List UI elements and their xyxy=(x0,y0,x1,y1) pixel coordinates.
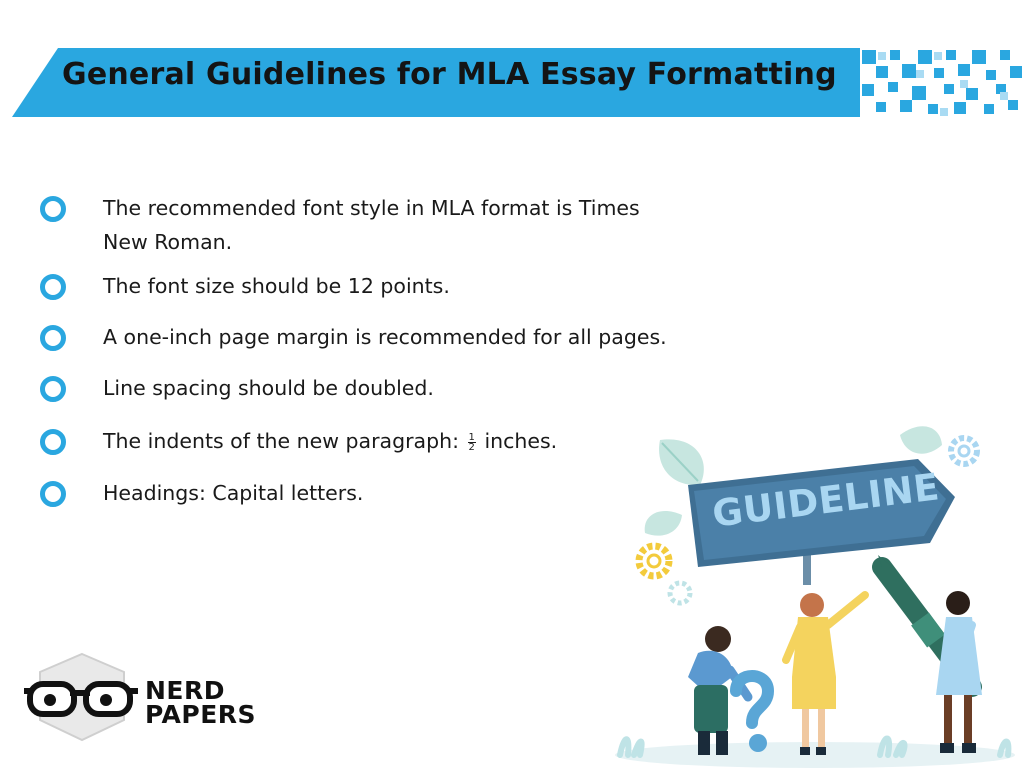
nerd-glasses-icon xyxy=(24,652,142,744)
person-figure xyxy=(936,591,982,753)
circle-bullet-icon xyxy=(40,196,66,222)
page-title: General Guidelines for MLA Essay Formatting xyxy=(62,57,837,92)
list-item-text-continued: New Roman. xyxy=(103,230,233,254)
circle-bullet-icon xyxy=(40,429,66,455)
fraction xyxy=(468,433,476,452)
nerdpapers-logo xyxy=(24,652,257,744)
list-item-text: The font size should be 12 points. xyxy=(103,274,450,298)
person-figure xyxy=(786,593,865,755)
list-item-text-before: The indents of the new paragraph: xyxy=(103,429,459,453)
logo-line-2: PAPERS xyxy=(145,700,257,729)
guideline-illustration xyxy=(600,415,1024,768)
list-item-text: A one-inch page margin is recommended for all pages. xyxy=(103,325,667,349)
list-item-text: The recommended font style in MLA format is Times xyxy=(103,196,640,220)
fraction-numerator: 1 xyxy=(468,431,475,443)
list-item-text: Headings: Capital letters. xyxy=(103,481,364,505)
circle-bullet-icon xyxy=(40,325,66,351)
list-item-text: Line spacing should be doubled. xyxy=(103,376,434,400)
question-mark-icon xyxy=(736,676,768,752)
header-banner xyxy=(0,0,1024,130)
fraction-denominator: 2 xyxy=(468,441,475,453)
list-item-text-after: inches. xyxy=(484,429,558,453)
sign-label: GUIDELINE xyxy=(710,465,942,536)
circle-bullet-icon xyxy=(40,274,66,300)
logo-line-1: NERD xyxy=(145,676,226,705)
circle-bullet-icon xyxy=(40,376,66,402)
circle-bullet-icon xyxy=(40,481,66,507)
illustration-art xyxy=(600,415,1024,768)
list-item-text xyxy=(103,425,557,458)
